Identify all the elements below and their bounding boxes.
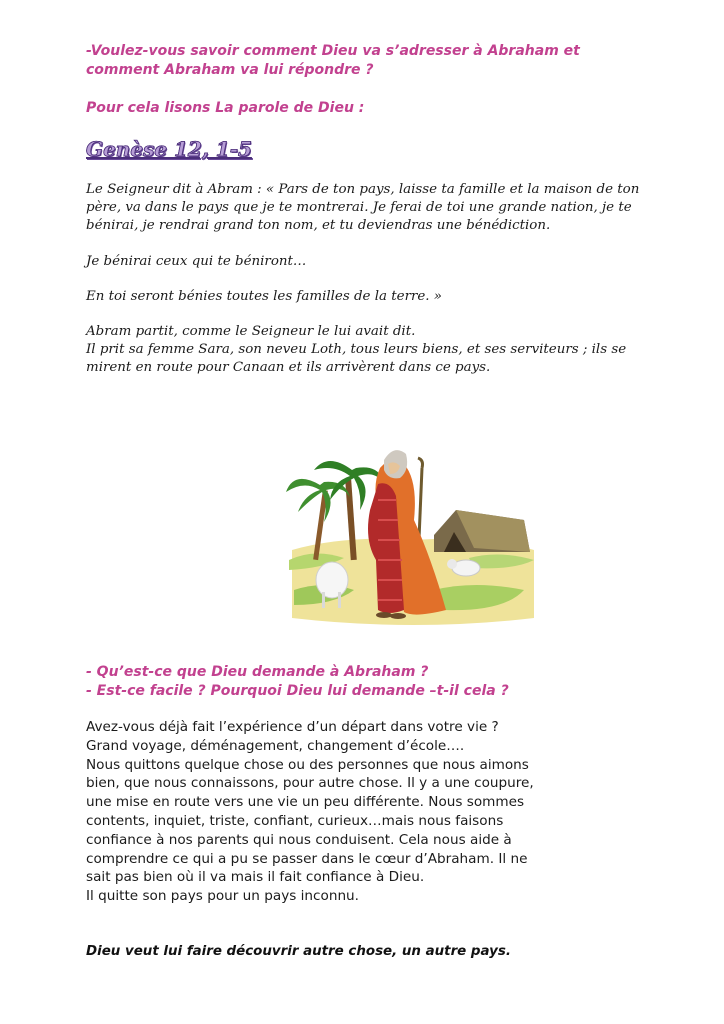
question-1: - Qu’est-ce que Dieu demande à Abraham ? <box>86 664 429 680</box>
reading-invitation: Pour cela lisons La parole de Dieu : <box>86 100 365 116</box>
abraham-illustration-svg <box>284 440 540 630</box>
reflection-line-9: sait pas bien où il va mais il fait confiance à Dieu. <box>86 869 425 886</box>
reflection-line-1: Avez-vous déjà fait l’expérience d’un départ dans votre vie ? <box>86 719 499 735</box>
closing-statement: Dieu veut lui faire découvrir autre chose, un autre pays. <box>86 944 511 959</box>
scripture-passage <box>86 181 648 395</box>
scripture-paragraph-3: En toi seront bénies toutes les familles de la terre. » <box>86 288 443 304</box>
reflection-line-5: une mise en route vers une vie un peu différente. Nous sommes <box>86 794 525 811</box>
reflection-line-10: Il quitte son pays pour un pays inconnu. <box>86 888 359 905</box>
abraham-illustration <box>284 440 540 630</box>
reflection-questions <box>86 663 646 701</box>
scripture-paragraph-2: Je bénirai ceux qui te béniront… <box>86 253 307 269</box>
scripture-paragraph-1: Le Seigneur dit à Abram : « Pars de ton pays, laisse ta famille et la maison de ton père, va dans le pays que je te montrerai. Je ferai de toi une grande nation, je te bénirai, je rendrai grand ton nom, et tu deviendras une bénédiction. <box>86 182 640 234</box>
reflection-line-6: contents, inquiet, triste, confiant, curieux…mais nous faisons <box>86 812 504 829</box>
reflection-line-3: Nous quittons quelque chose ou des personnes que nous aimons <box>86 756 529 773</box>
scripture-paragraph-4-line-2: Il prit sa femme Sara, son neveu Loth, tous leurs biens, et ses serviteurs ; ils se mirent en route pour Canaan et ils arrivèrent dans ce pays. <box>86 342 627 376</box>
intro-line-1: -Voulez-vous savoir comment Dieu va s’adresser à Abraham et <box>86 43 580 59</box>
intro-question <box>86 42 646 80</box>
scripture-paragraph-4 <box>86 323 648 378</box>
reflection-line-7: confiance à nos parents qui nous conduisent. Cela nous aide à <box>86 831 512 848</box>
question-2: - Est-ce facile ? Pourquoi Dieu lui demande –t-il cela ? <box>86 683 509 699</box>
reflection-text <box>86 718 656 906</box>
reflection-line-8: comprendre ce qui a pu se passer dans le cœur d’Abraham. Il ne <box>86 850 528 867</box>
scripture-reference-title: Genèse 12, 1-5 <box>86 137 252 161</box>
scripture-paragraph-4-line-1: Abram partit, comme le Seigneur le lui avait dit. <box>86 324 416 340</box>
intro-line-2: comment Abraham va lui répondre ? <box>86 62 374 78</box>
reflection-line-4: bien, que nous connaissons, pour autre chose. Il y a une coupure, <box>86 775 534 792</box>
reflection-line-2: Grand voyage, déménagement, changement d’école…. <box>86 737 465 754</box>
